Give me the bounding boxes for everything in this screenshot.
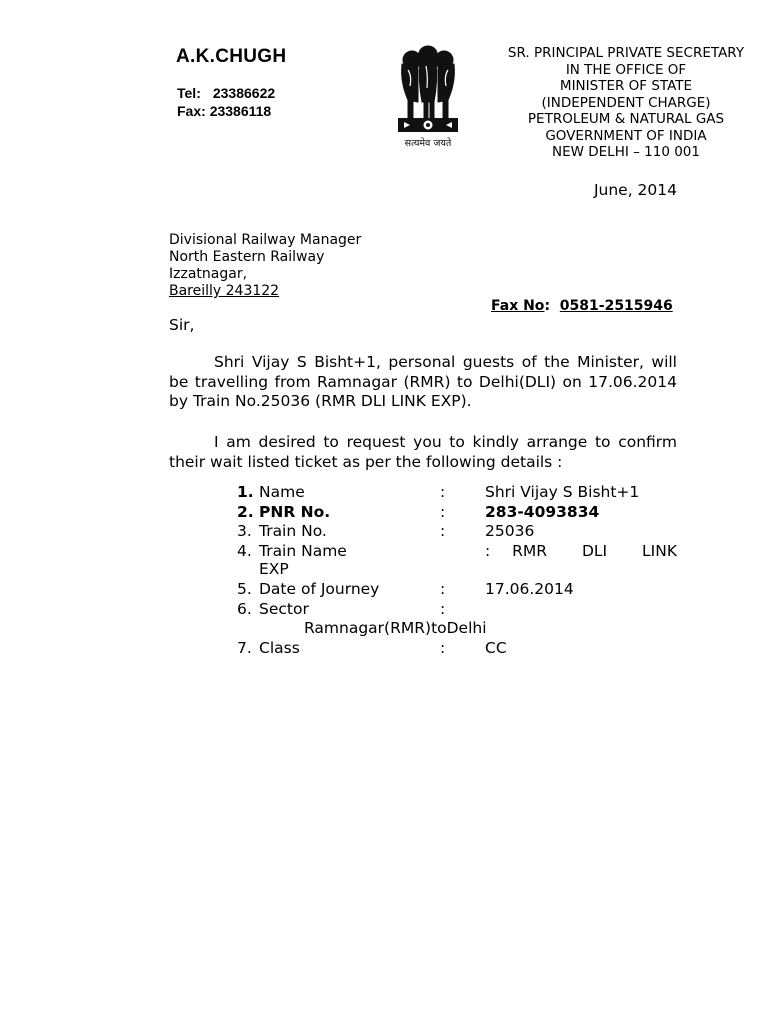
- detail-colon: :: [440, 483, 446, 501]
- office-line: MINISTER OF STATE: [559, 78, 693, 94]
- tel-label: Tel:: [177, 85, 201, 101]
- recipient-line: Bareilly 243122: [169, 283, 280, 299]
- body-paragraph: I am desired to request you to kindly arrange to confirm their wait listed ticket as per the following details :: [169, 433, 677, 471]
- detail-label-continued: EXP: [259, 560, 289, 578]
- detail-label: Sector: [259, 600, 309, 618]
- detail-value: 17.06.2014: [485, 580, 574, 598]
- sender-fax: [177, 103, 271, 119]
- detail-colon: :: [440, 522, 446, 540]
- office-line: (INDEPENDENT CHARGE): [541, 94, 711, 111]
- office-line: NEW DELHI – 110 001: [551, 144, 700, 160]
- fax-no-number: 0581-2515946: [559, 298, 673, 314]
- detail-number: 6.: [237, 600, 252, 618]
- detail-label: Date of Journey: [259, 580, 380, 598]
- detail-colon: :: [440, 600, 446, 618]
- detail-number: 5.: [237, 580, 252, 598]
- office-line: IN THE OFFICE OF: [565, 61, 687, 78]
- office-line: SR. PRINCIPAL PRIVATE SECRETARY: [507, 45, 745, 61]
- emblem-motto: सत्यमेव जयते: [404, 138, 452, 149]
- detail-label: Class: [259, 639, 300, 657]
- recipient-fax: Fax No: 0581-2515946: [491, 298, 673, 314]
- detail-label: Train No.: [259, 522, 327, 540]
- body-paragraph: Shri Vijay S Bisht+1, personal guests of the Minister, will be travelling from Ramnagar (RMR) to Delhi(DLI) on 17.06.2014 by Train No.25036 (RMR DLI LINK EXP).: [169, 353, 677, 410]
- recipient-line: North Eastern Railway: [169, 249, 325, 265]
- letter-date: June, 2014: [593, 181, 677, 199]
- detail-value: CC: [485, 639, 507, 657]
- detail-label: Train Name: [259, 542, 347, 560]
- detail-row-train-name: [237, 541, 677, 561]
- detail-value: RMR DLI LINK: [512, 542, 677, 560]
- detail-colon: :: [440, 503, 446, 521]
- salutation: Sir,: [169, 316, 195, 334]
- detail-colon: :: [440, 580, 446, 598]
- detail-number: 4.: [237, 542, 252, 560]
- detail-row-sector-value: [304, 618, 487, 638]
- detail-number: 1.: [237, 483, 254, 501]
- fax-number: 23386118: [209, 103, 272, 119]
- detail-colon: :: [440, 639, 446, 657]
- sender-name: A.K.CHUGH: [176, 46, 287, 67]
- detail-number: 7.: [237, 639, 252, 657]
- detail-value: 25036: [485, 522, 535, 540]
- fax-no-label: Fax No: [491, 298, 545, 314]
- office-line: GOVERNMENT OF INDIA: [545, 127, 707, 144]
- detail-value: Shri Vijay S Bisht+1: [485, 483, 640, 501]
- office-line: PETROLEUM & NATURAL GAS: [527, 111, 725, 127]
- recipient-line: Izzatnagar,: [169, 266, 248, 282]
- detail-label: PNR No.: [259, 503, 331, 521]
- detail-number: 2.: [237, 503, 254, 521]
- detail-value: Ramnagar(RMR)toDelhi: [304, 619, 487, 637]
- detail-label: Name: [259, 483, 305, 501]
- sender-telephone: [177, 85, 275, 101]
- office-address: [480, 45, 768, 161]
- detail-number: 3.: [237, 522, 252, 540]
- tel-number: 23386622: [212, 85, 276, 101]
- detail-value: 283-4093834: [485, 503, 600, 521]
- recipient-address: [169, 232, 361, 300]
- recipient-line: Divisional Railway Manager: [169, 232, 362, 248]
- fax-label: Fax:: [177, 103, 206, 119]
- detail-colon: :: [485, 542, 491, 560]
